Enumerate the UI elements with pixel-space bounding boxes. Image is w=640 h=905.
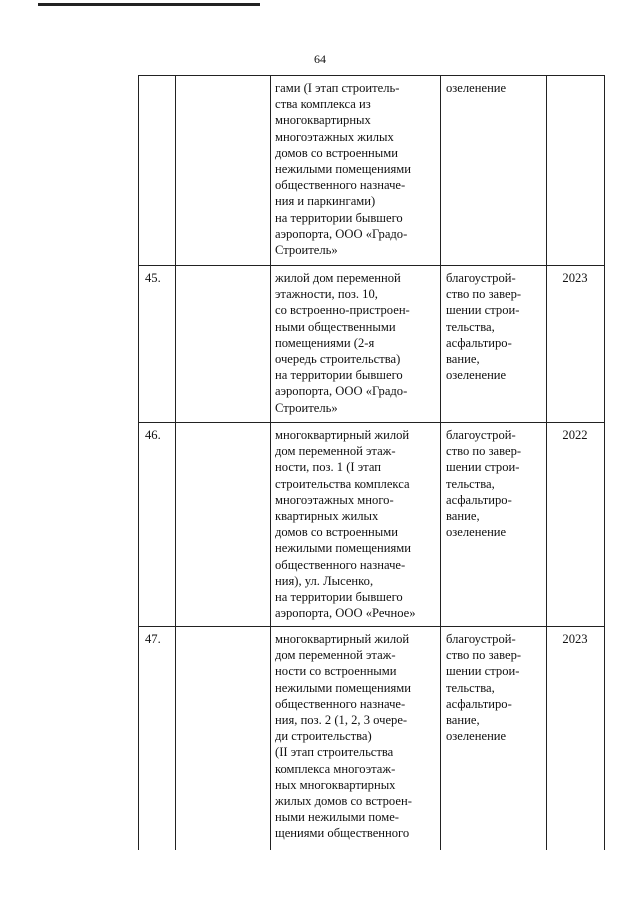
object-line: на территории бывшего xyxy=(275,368,403,383)
table-row-works xyxy=(446,427,542,540)
object-line: ности со встроенными xyxy=(275,664,397,679)
object-line: гами (I этап строитель- xyxy=(275,81,400,95)
works-line: благоустрой- xyxy=(446,271,516,285)
works-line: озеленение xyxy=(446,525,507,540)
works-line: шении строи- xyxy=(446,303,520,318)
object-line: строительства комплекса xyxy=(275,476,410,491)
works-line: тельства, xyxy=(446,476,495,491)
object-line: ния и паркингами) xyxy=(275,194,376,209)
object-line: очередь строительства) xyxy=(275,352,401,367)
works-line: вание, xyxy=(446,509,480,524)
table-row-works xyxy=(446,270,542,383)
works-line: озеленение xyxy=(446,81,507,95)
works-line: озеленение xyxy=(446,368,507,383)
object-line: квартирных жилых xyxy=(275,509,379,524)
object-line: на территории бывшего xyxy=(275,590,403,605)
object-line: ными общественными xyxy=(275,319,396,334)
works-line: шении строи- xyxy=(446,460,520,475)
object-line: общественного назначе- xyxy=(275,696,406,711)
works-line: озеленение xyxy=(446,729,507,744)
object-line: комплекса многоэтаж- xyxy=(275,761,396,776)
works-line: вание, xyxy=(446,352,480,367)
object-line: Строитель» xyxy=(275,243,338,258)
works-line: благоустрой- xyxy=(446,632,516,646)
object-line: (II этап строительства xyxy=(275,745,394,760)
works-line: шении строи- xyxy=(446,664,520,679)
works-line: тельства, xyxy=(446,680,495,695)
works-line: асфальтиро- xyxy=(446,492,512,507)
object-line: аэропорта, ООО «Градо- xyxy=(275,384,408,399)
object-line: ния, поз. 2 (1, 2, 3 очере- xyxy=(275,713,408,728)
works-line: благоустрой- xyxy=(446,428,516,442)
object-line: со встроенно-пристроен- xyxy=(275,303,410,318)
object-line: щениями общественного xyxy=(275,826,410,841)
object-line: многоквартирный жилой xyxy=(275,428,410,442)
works-line: ство по завер- xyxy=(446,287,522,302)
object-line: ных многоквартирных xyxy=(275,777,396,792)
table-row-object xyxy=(275,80,435,258)
table-row-year: 2022 xyxy=(562,428,588,442)
object-line: многоквартирных xyxy=(275,113,371,128)
table-row-num: 47. xyxy=(145,632,161,646)
object-line: аэропорта, ООО «Градо- xyxy=(275,226,408,241)
table-row-num: 46. xyxy=(145,428,161,442)
works-line: тельства, xyxy=(446,319,495,334)
table-row-object xyxy=(275,270,435,416)
table-row-num: 45. xyxy=(145,271,161,285)
table-row-works xyxy=(446,631,542,744)
object-line: ности, поз. 1 (I этап xyxy=(275,460,381,475)
object-line: жилой дом переменной xyxy=(275,271,401,285)
object-line: этажности, поз. 10, xyxy=(275,287,378,302)
page-number: 64 xyxy=(314,52,326,66)
object-line: дом переменной этаж- xyxy=(275,444,396,459)
works-line: асфальтиро- xyxy=(446,335,512,350)
table-row-year: 2023 xyxy=(562,271,588,285)
object-line: домов со встроенными xyxy=(275,145,398,160)
object-line: ства комплекса из xyxy=(275,97,371,112)
object-line: нежилыми помещениями xyxy=(275,162,411,177)
works-line: ство по завер- xyxy=(446,648,522,663)
object-line: ди строительства) xyxy=(275,729,372,744)
object-line: аэропорта, ООО «Речное» xyxy=(275,606,416,621)
table-row-object xyxy=(275,631,435,842)
header-rule xyxy=(38,3,260,6)
works-line: ство по завер- xyxy=(446,444,522,459)
works-line: асфальтиро- xyxy=(446,696,512,711)
works-line: вание, xyxy=(446,713,480,728)
object-line: помещениями (2-я xyxy=(275,335,375,350)
object-line: многоквартирный жилой xyxy=(275,632,410,646)
table-row-object xyxy=(275,427,435,621)
object-line: общественного назначе- xyxy=(275,178,406,193)
object-line: Строитель» xyxy=(275,400,338,415)
object-line: нежилыми помещениями xyxy=(275,541,411,556)
object-line: общественного назначе- xyxy=(275,557,406,572)
table-row-year: 2023 xyxy=(562,632,588,646)
object-line: многоэтажных жилых xyxy=(275,129,394,144)
object-line: жилых домов со встроен- xyxy=(275,794,412,809)
object-line: многоэтажных много- xyxy=(275,492,394,507)
object-line: домов со встроенными xyxy=(275,525,398,540)
object-line: дом переменной этаж- xyxy=(275,648,396,663)
object-line: ния), ул. Лысенко, xyxy=(275,573,374,588)
object-line: ными нежилыми поме- xyxy=(275,810,399,825)
object-line: нежилыми помещениями xyxy=(275,680,411,695)
table-row-works xyxy=(446,80,542,96)
object-line: на территории бывшего xyxy=(275,210,403,225)
